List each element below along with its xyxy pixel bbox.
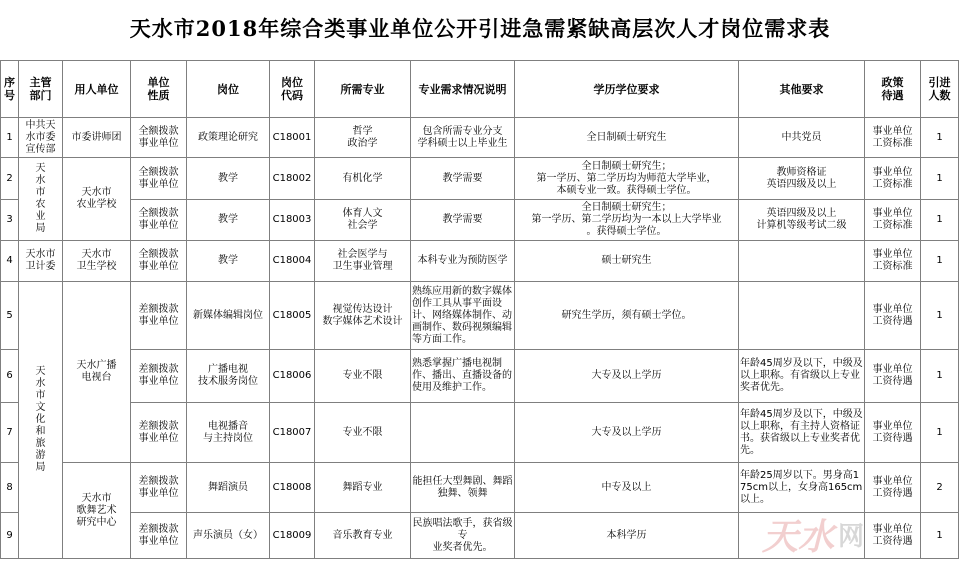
cell-post: 政策理论研究	[187, 118, 270, 158]
cell-employer: 市委讲师团	[63, 118, 131, 158]
cell-other	[739, 282, 865, 350]
table-row	[1, 158, 959, 200]
header-seq: 序 号	[1, 61, 19, 118]
cell-policy: 事业单位 工资待遇	[865, 350, 921, 403]
cell-seq: 9	[1, 513, 19, 559]
cell-nature: 差额拨款 事业单位	[131, 350, 187, 403]
cell-nature: 差额拨款 事业单位	[131, 513, 187, 559]
cell-policy: 事业单位 工资标准	[865, 158, 921, 200]
header-code: 岗位 代码	[270, 61, 315, 118]
cell-count: 1	[921, 241, 959, 282]
cell-dept: 天水市 卫计委	[19, 241, 63, 282]
cell-desc: 能担任大型舞剧、舞蹈 独舞、领舞	[411, 463, 515, 513]
table-row	[1, 403, 959, 463]
cell-employer: 天水市 卫生学校	[63, 241, 131, 282]
cell-seq: 8	[1, 463, 19, 513]
cell-policy: 事业单位 工资标准	[865, 241, 921, 282]
table-row	[1, 350, 959, 403]
cell-post: 声乐演员（女）	[187, 513, 270, 559]
cell-dept: 中共天 水市委 宣传部	[19, 118, 63, 158]
cell-major: 有机化学	[315, 158, 411, 200]
cell-other	[739, 513, 865, 559]
cell-code: C18007	[270, 403, 315, 463]
header-desc: 专业需求情况说明	[411, 61, 515, 118]
watermark-logo-text: 天水	[761, 515, 834, 558]
cell-other: 年龄45周岁及以下，中级及以上职称，有主持人资格证书。获省级以上专业奖者优先。	[739, 403, 865, 463]
cell-code: C18009	[270, 513, 315, 559]
cell-other: 教师资格证 英语四级及以上	[739, 158, 865, 200]
cell-post: 教学	[187, 158, 270, 200]
cell-major: 社会医学与 卫生事业管理	[315, 241, 411, 282]
cell-policy: 事业单位 工资待遇	[865, 403, 921, 463]
cell-major: 哲学 政治学	[315, 118, 411, 158]
cell-seq: 3	[1, 200, 19, 241]
cell-nature: 全额拨款 事业单位	[131, 158, 187, 200]
cell-seq: 6	[1, 350, 19, 403]
cell-nature: 全额拨款 事业单位	[131, 118, 187, 158]
cell-other	[739, 241, 865, 282]
header-dept: 主管 部门	[19, 61, 63, 118]
cell-edu: 中专及以上	[515, 463, 739, 513]
table-row	[1, 200, 959, 241]
cell-other: 年龄45周岁及以下，中级及以上职称。有省级以上专业奖者优先。	[739, 350, 865, 403]
cell-policy: 事业单位 工资标准	[865, 118, 921, 158]
cell-desc: 教学需要	[411, 200, 515, 241]
cell-desc: 民族唱法歌手，获省级专 业奖者优先。	[411, 513, 515, 559]
table-header-row	[1, 61, 959, 118]
cell-policy: 事业单位 工资标准	[865, 200, 921, 241]
cell-post: 教学	[187, 200, 270, 241]
cell-edu: 全日制硕士研究生； 第一学历、第二学历均为一本以上大学毕业 。获得硕士学位。	[515, 200, 739, 241]
cell-desc: 熟悉掌握广播电视制作、播出、直播设备的使用及维护工作。	[411, 350, 515, 403]
cell-major: 专业不限	[315, 350, 411, 403]
cell-count: 1	[921, 200, 959, 241]
cell-seq: 7	[1, 403, 19, 463]
cell-count: 1	[921, 403, 959, 463]
cell-post: 电视播音 与主持岗位	[187, 403, 270, 463]
header-other: 其他要求	[739, 61, 865, 118]
cell-desc	[411, 403, 515, 463]
cell-nature: 差额拨款 事业单位	[131, 463, 187, 513]
cell-major: 视觉传达设计 数字媒体艺术设计	[315, 282, 411, 350]
cell-major: 专业不限	[315, 403, 411, 463]
cell-edu: 大专及以上学历	[515, 350, 739, 403]
cell-major: 体育人文 社会学	[315, 200, 411, 241]
watermark-net-text: 网	[837, 521, 864, 552]
cell-code: C18008	[270, 463, 315, 513]
table-row	[1, 118, 959, 158]
cell-other: 中共党员	[739, 118, 865, 158]
cell-seq: 1	[1, 118, 19, 158]
cell-edu: 大专及以上学历	[515, 403, 739, 463]
cell-nature: 差额拨款 事业单位	[131, 282, 187, 350]
cell-seq: 2	[1, 158, 19, 200]
header-major: 所需专业	[315, 61, 411, 118]
cell-edu: 研究生学历，须有硕士学位。	[515, 282, 739, 350]
cell-employer: 天水广播 电视台	[63, 282, 131, 463]
cell-desc: 包含所需专业分支 学科硕士以上毕业生	[411, 118, 515, 158]
header-nature: 单位 性质	[131, 61, 187, 118]
header-count: 引进 人数	[921, 61, 959, 118]
cell-count: 2	[921, 463, 959, 513]
cell-seq: 5	[1, 282, 19, 350]
cell-count: 1	[921, 158, 959, 200]
cell-post: 新媒体编辑岗位	[187, 282, 270, 350]
cell-desc: 本科专业为预防医学	[411, 241, 515, 282]
cell-code: C18004	[270, 241, 315, 282]
header-employer: 用人单位	[63, 61, 131, 118]
header-post: 岗位	[187, 61, 270, 118]
cell-nature: 全额拨款 事业单位	[131, 200, 187, 241]
cell-count: 1	[921, 513, 959, 559]
cell-seq: 4	[1, 241, 19, 282]
cell-major: 音乐教育专业	[315, 513, 411, 559]
table-row	[1, 241, 959, 282]
cell-employer: 天水市 农业学校	[63, 158, 131, 241]
cell-nature: 全额拨款 事业单位	[131, 241, 187, 282]
cell-count: 1	[921, 118, 959, 158]
cell-policy: 事业单位 工资待遇	[865, 463, 921, 513]
cell-code: C18005	[270, 282, 315, 350]
header-edu: 学历学位要求	[515, 61, 739, 118]
cell-code: C18006	[270, 350, 315, 403]
cell-dept: 天 水 市 文 化 和 旅 游 局	[19, 282, 63, 559]
cell-policy: 事业单位 工资待遇	[865, 513, 921, 559]
cell-code: C18003	[270, 200, 315, 241]
cell-edu: 本科学历	[515, 513, 739, 559]
cell-major: 舞蹈专业	[315, 463, 411, 513]
cell-code: C18002	[270, 158, 315, 200]
cell-employer: 天水市 歌舞艺术 研究中心	[63, 463, 131, 559]
cell-edu: 硕士研究生	[515, 241, 739, 282]
cell-desc: 教学需要	[411, 158, 515, 200]
header-policy: 政策 待遇	[865, 61, 921, 118]
cell-post: 舞蹈演员	[187, 463, 270, 513]
cell-nature: 差额拨款 事业单位	[131, 403, 187, 463]
cell-edu: 全日制硕士研究生； 第一学历、第二学历均为师范大学毕业， 本硕专业一致。获得硕士学位。	[515, 158, 739, 200]
cell-desc: 熟练应用新的数字媒体创作工具从事平面设计、网络媒体制作、动画制作、数码视频编辑等方面工作。	[411, 282, 515, 350]
table-row	[1, 463, 959, 513]
cell-other: 年龄25周岁以下。男身高175cm以上，女身高165cm以上。	[739, 463, 865, 513]
page-title: 天水市2018年综合类事业单位公开引进急需紧缺高层次人才岗位需求表	[129, 16, 831, 41]
table-row	[1, 282, 959, 350]
table-row	[1, 513, 959, 559]
cell-other: 英语四级及以上 计算机等级考试二级	[739, 200, 865, 241]
cell-post: 广播电视 技术服务岗位	[187, 350, 270, 403]
cell-edu: 全日制硕士研究生	[515, 118, 739, 158]
cell-count: 1	[921, 282, 959, 350]
cell-code: C18001	[270, 118, 315, 158]
cell-dept: 天 水 市 农 业 局	[19, 158, 63, 241]
cell-policy: 事业单位 工资待遇	[865, 282, 921, 350]
requirements-table	[0, 60, 959, 559]
cell-post: 教学	[187, 241, 270, 282]
cell-count: 1	[921, 350, 959, 403]
